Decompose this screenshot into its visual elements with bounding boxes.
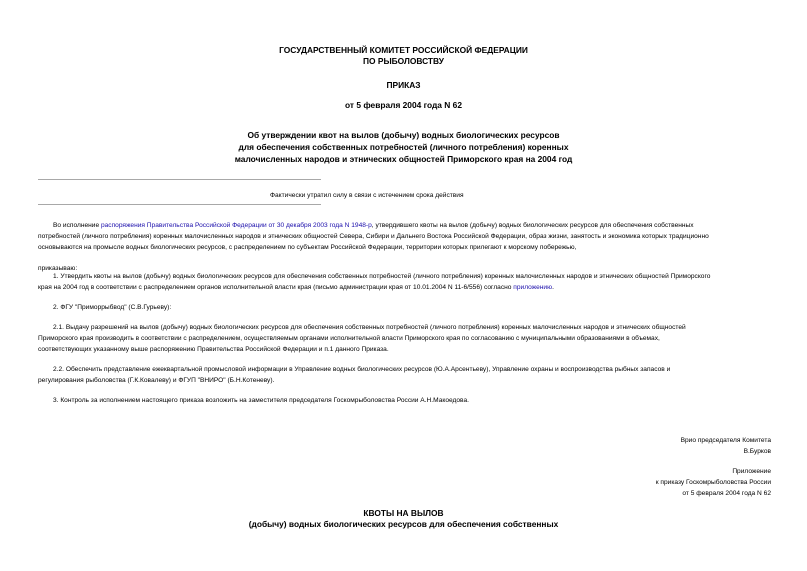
preamble-rest: , утвердившего квоты на вылов (добычу) водных биологических ресурсов для обеспечения собственных (371, 222, 694, 229)
separator-top (38, 179, 321, 180)
government-order-link[interactable]: распоряжения Правительства Российской Федерации от 30 декабря 2003 года N 1948-р (100, 222, 372, 229)
appendix-title-line-1: КВОТЫ НА ВЫЛОВ (363, 508, 444, 518)
preamble-line-3: основываются на промысле водных биологических ресурсов, с распределением по субъектам Российской Федерации, территории которых прилегают к морскому побережью, (38, 244, 577, 251)
issuer-line-1: ГОСУДАРСТВЕННЫЙ КОМИТЕТ РОССИЙСКОЙ ФЕДЕРАЦИИ (279, 45, 528, 55)
item-3: 3. Контроль за исполнением настоящего приказа возложить на заместителя председателя Госкомрыболовства России А.Н.Макоедова. (53, 397, 469, 404)
preamble-line-2: потребностей (личного потребления) коренных малочисленных народов и этнических общностей Севера, Сибири и Дальнего Востока Российской Федерации, образ жизни, занятость и экономика которых традиционно (38, 233, 709, 240)
appendix-order-date: от 5 февраля 2004 года N 62 (682, 490, 771, 497)
preamble-start: Во исполнение (53, 222, 101, 229)
document-title-line-1: Об утверждении квот на вылов (добычу) водных биологических ресурсов (247, 130, 560, 140)
item-1-text: края на 2004 год в соответствии с распределением органов исполнительной власти края (письмо администрации края от 10.01.2004 N 11-6/556) согласно (38, 284, 514, 291)
item-2-2-line-2: регулирования рыболовства (Г.К.Ковалеву) и ФГУП "ВНИРО" (Б.Н.Котеневу). (38, 377, 275, 384)
document-title-line-2: для обеспечения собственных потребностей (личного потребления) коренных (238, 142, 569, 152)
item-2-1-line-3: соответствующих указанному выше распоряжению Правительства Российской Федерации и п.1 данного Приказа. (38, 346, 389, 353)
item-2: 2. ФГУ "Приморрыбвод" (С.В.Гурьеву): (53, 304, 172, 311)
appendix-link[interactable]: приложению (513, 284, 553, 291)
preamble-line-1 (53, 220, 694, 231)
issuer-line-2: ПО РЫБОЛОВСТВУ (363, 56, 444, 66)
document-date-number: от 5 февраля 2004 года N 62 (345, 100, 462, 110)
item-1-line-2 (38, 282, 554, 293)
document-type: ПРИКАЗ (386, 80, 421, 90)
document-title-line-3: малочисленных народов и этнических общностей Приморского края на 2004 год (234, 154, 573, 164)
appendix-order-ref: к приказу Госкомрыболовства России (655, 479, 771, 486)
item-2-2-line-1: 2.2. Обеспечить представление ежеквартальной промысловой информации в Управление водных биологических ресурсов (Ю.А.Арсентьеву), Управление охраны и воспроизводства рыбных запасов и (53, 366, 671, 373)
signatory-position: Врио председателя Комитета (680, 437, 771, 444)
item-1-line-1: 1. Утвердить квоты на вылов (добычу) водных биологических ресурсов для обеспечения собственных потребностей (личного потребления) коренных малочисленных народов и этнических общностей Приморского (53, 273, 711, 280)
item-1-end: . (552, 284, 554, 291)
item-2-1-line-1: 2.1. Выдачу разрешений на вылов (добычу) водных биологических ресурсов для обеспечения собственных потребностей (личного потребления) коренных малочисленных народов и этнических общностей (53, 324, 686, 331)
appendix-label: Приложение (732, 468, 771, 475)
separator-bottom (38, 204, 321, 205)
status-note: Фактически утратил силу в связи с истечением срока действия (270, 192, 464, 199)
signatory-name: В.Бурков (743, 448, 771, 455)
order-word: приказываю: (38, 265, 78, 272)
item-2-1-line-2: Приморского края производить в соответствии с распределением, осуществляемым органами исполнительной власти Приморского края по согласованию с муниципальными образованиями в объемах, (38, 335, 660, 342)
appendix-title-line-2: (добычу) водных биологических ресурсов для обеспечения собственных (248, 519, 559, 529)
